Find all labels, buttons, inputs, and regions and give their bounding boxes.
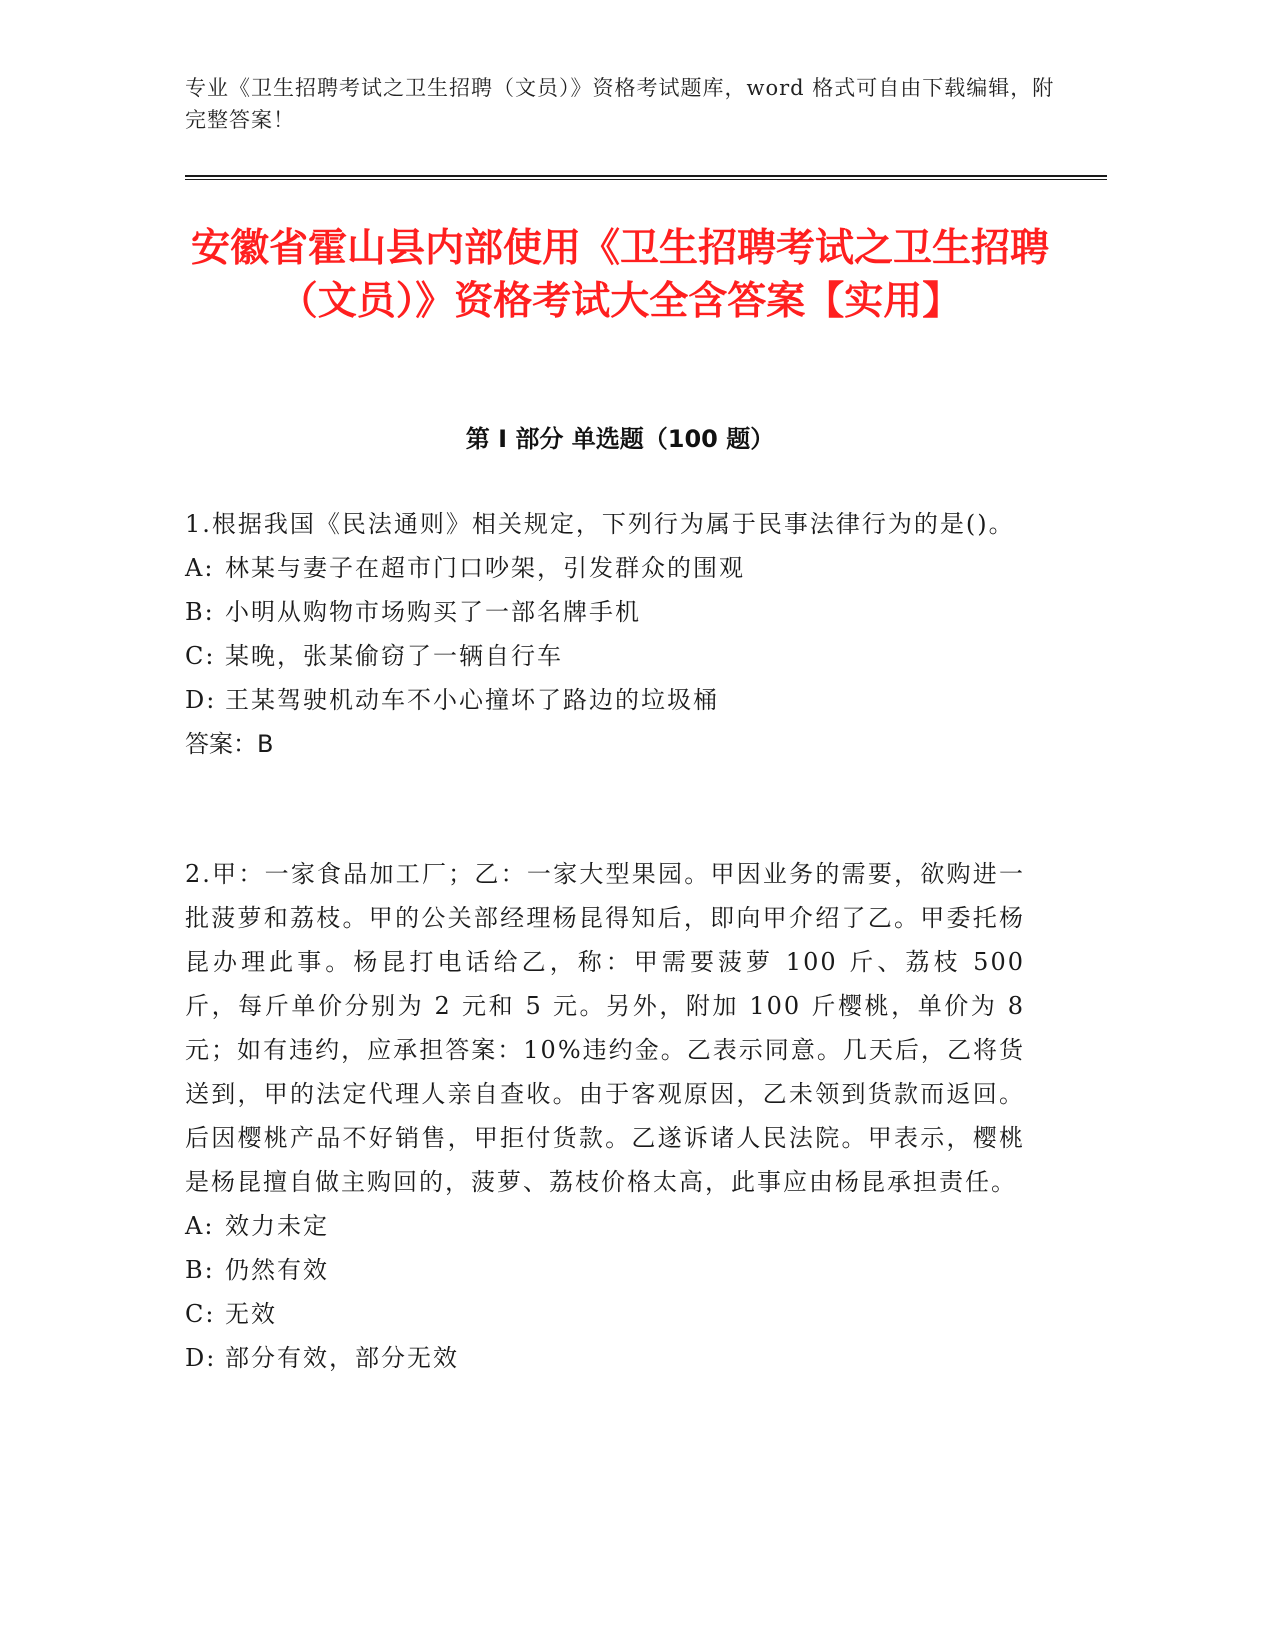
option-a — [185, 1204, 1025, 1248]
option-key: C: — [185, 642, 216, 670]
question-1 — [185, 502, 1025, 766]
option-c — [185, 1292, 1025, 1336]
answer-line: 答案：B — [185, 730, 274, 758]
option-key: B: — [185, 1256, 215, 1284]
option-text: 无效 — [225, 1300, 277, 1328]
question-stem: 2.甲：一家食品加工厂；乙：一家大型果园。甲因业务的需要，欲购进一批菠萝和荔枝。甲的公关部经理杨昆得知后，即向甲介绍了乙。甲委托杨昆办理此事。杨昆打电话给乙，称：甲需要菠萝 100 斤、荔枝 500 斤，每斤单价分别为 2 元和 5 元。另外，附加 100 斤樱桃，单价为 8 元；如有违约，应承担答案：10%违约金。乙表示同意。几天后，乙将货送到，甲的法定代理人亲自查收。由于客观原因，乙未领到货款而返回。后因樱桃产品不好销售，甲拒付货款。乙遂诉诸人民法院。甲表示，樱桃是杨昆擅自做主购回的，菠萝、荔枝价格太高，此事应由杨昆承担责任。 — [185, 860, 1025, 1196]
header-note: 专业《卫生招聘考试之卫生招聘（文员）》资格考试题库，word 格式可自由下载编辑，附完整答案！ — [185, 76, 1055, 132]
option-a — [185, 546, 1025, 590]
question-stem: 1.根据我国《民法通则》相关规定，下列行为属于民事法律行为的是()。 — [185, 510, 1015, 538]
option-key: A: — [185, 1212, 215, 1240]
option-key: A: — [185, 554, 215, 582]
option-text: 效力未定 — [225, 1212, 329, 1240]
option-b — [185, 590, 1025, 634]
option-key: D: — [185, 1344, 217, 1372]
option-key: C: — [185, 1300, 216, 1328]
option-b — [185, 1248, 1025, 1292]
section-heading: 第 I 部分 单选题（100 题） — [465, 425, 775, 453]
option-d — [185, 1336, 1025, 1380]
option-text: 某晚，张某偷窃了一辆自行车 — [225, 642, 563, 670]
option-d — [185, 678, 1025, 722]
option-text: 仍然有效 — [225, 1256, 329, 1284]
header-divider — [185, 175, 1107, 180]
option-key: B: — [185, 598, 215, 626]
option-c — [185, 634, 1025, 678]
question-2 — [185, 852, 1025, 1380]
document-title: 安徽省霍山县内部使用《卫生招聘考试之卫生招聘（文员）》资格考试大全含答案【实用】 — [190, 226, 1049, 324]
option-text: 小明从购物市场购买了一部名牌手机 — [225, 598, 641, 626]
option-key: D: — [185, 686, 217, 714]
option-text: 林某与妻子在超市门口吵架，引发群众的围观 — [225, 554, 745, 582]
option-text: 王某驾驶机动车不小心撞坏了路边的垃圾桶 — [225, 686, 719, 714]
option-text: 部分有效，部分无效 — [225, 1344, 459, 1372]
